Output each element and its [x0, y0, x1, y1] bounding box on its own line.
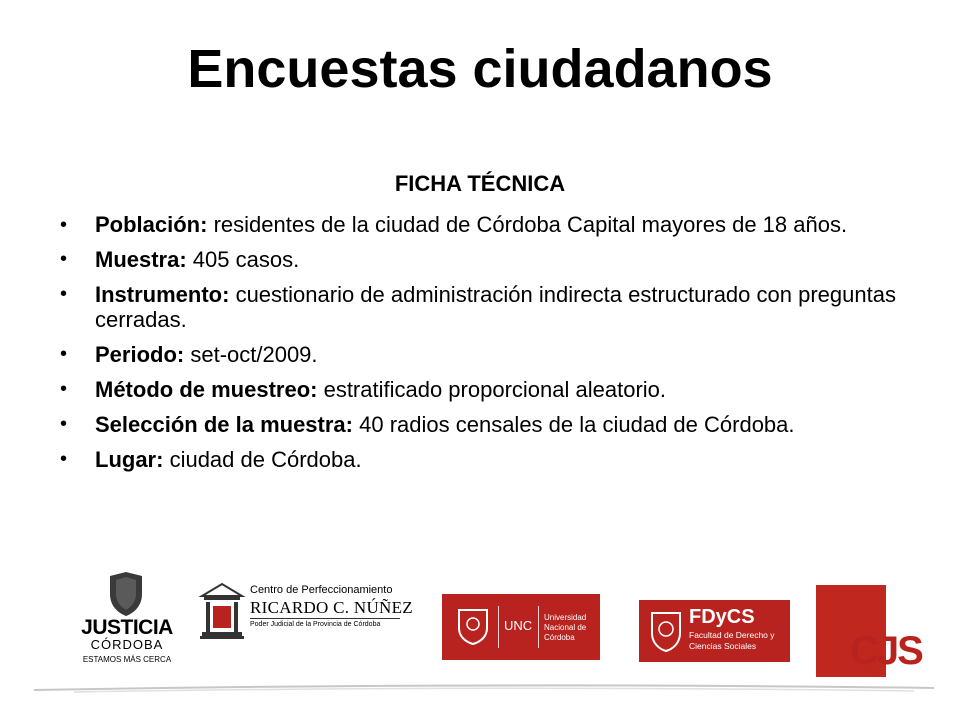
- centro-line2: RICARDO C. NÚÑEZ: [250, 598, 413, 617]
- centro-line1: Centro de Perfeccionamiento: [250, 584, 393, 596]
- justicia-tagline: ESTAMOS MÁS CERCA: [82, 655, 172, 664]
- cjs-word: CJS: [850, 629, 922, 673]
- item-label: Lugar:: [95, 447, 164, 472]
- cordoba-word: CÓRDOBA: [90, 637, 164, 652]
- centro-line3: Poder Judicial de la Provincia de Córdoba: [250, 621, 381, 628]
- item-text: 40 radios censales de la ciudad de Córdoba.: [353, 412, 795, 437]
- justicia-cordoba-logo: [72, 566, 182, 666]
- item-label: Población:: [95, 212, 208, 237]
- item-label: Muestra:: [95, 247, 187, 272]
- ficha-tecnica-list: [60, 205, 910, 472]
- centro-perfeccionamiento-logo: [198, 568, 413, 648]
- crest-icon: [649, 609, 683, 653]
- fdycs-name: Facultad de Derecho y Ciencias Sociales: [689, 630, 775, 651]
- unc-divider: [538, 606, 539, 648]
- unc-name: Universidad Nacional de Córdoba: [544, 613, 587, 642]
- list-item-muestra: [60, 247, 910, 272]
- centro-divider: [250, 618, 400, 619]
- item-label: Periodo:: [95, 342, 185, 367]
- building-icon: [198, 578, 246, 642]
- list-item-lugar: [60, 447, 910, 472]
- item-label: Instrumento:: [95, 282, 230, 307]
- list-item-periodo: [60, 342, 910, 367]
- unc-divider: [498, 606, 499, 648]
- list-item-seleccion: [60, 412, 910, 437]
- item-text: ciudad de Córdoba.: [163, 447, 362, 472]
- ficha-tecnica-heading: FICHA TÉCNICA: [394, 171, 566, 196]
- item-text: cuestionario de administración indirecta estructurado con preguntas cerradas.: [95, 282, 896, 332]
- footer-divider: [34, 682, 934, 696]
- item-label: Método de muestreo:: [95, 377, 318, 402]
- shield-icon: [106, 570, 146, 618]
- crest-icon: [456, 606, 490, 646]
- list-item-instrumento: [60, 282, 910, 332]
- fdycs-logo: [639, 600, 790, 662]
- list-item-metodo: [60, 377, 910, 402]
- item-text: set-oct/2009.: [184, 342, 318, 367]
- fdycs-abbr: FDyCS: [689, 606, 755, 628]
- unc-logo: [442, 594, 600, 660]
- item-label: Selección de la muestra:: [95, 412, 353, 437]
- justicia-word: JUSTICIA: [81, 616, 173, 639]
- item-text: estratificado proporcional aleatorio.: [317, 377, 666, 402]
- slide-title: Encuestas ciudadanos: [187, 39, 773, 99]
- item-text: residentes de la ciudad de Córdoba Capital mayores de 18 años.: [207, 212, 848, 237]
- cjs-logo: [816, 585, 922, 677]
- list-item-poblacion: [60, 205, 910, 245]
- unc-abbr: UNC: [504, 618, 533, 633]
- item-text: 405 casos.: [186, 247, 300, 272]
